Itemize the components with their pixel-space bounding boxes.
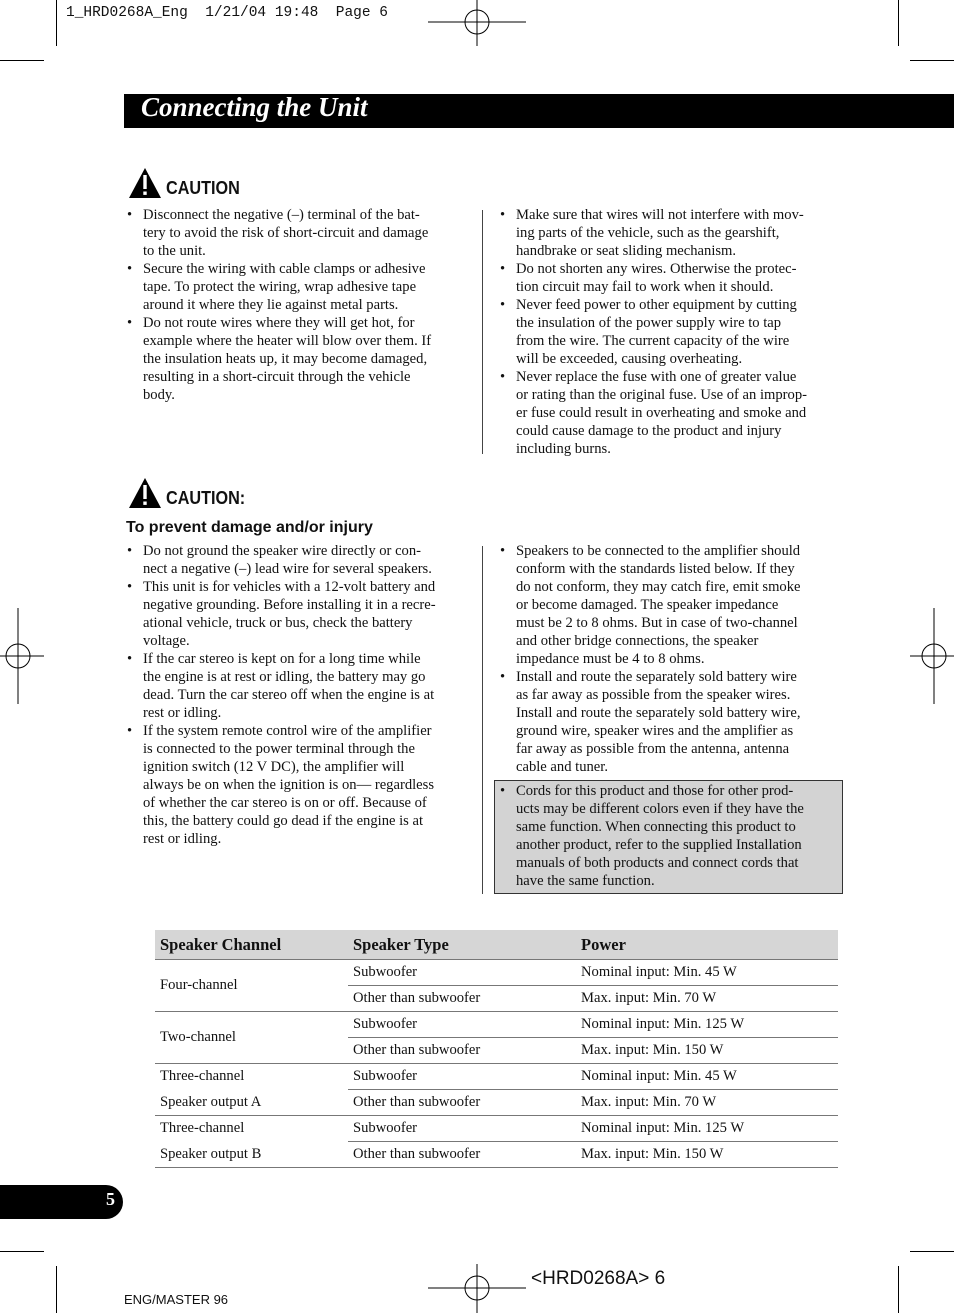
- caution-subheading: To prevent damage and/or injury: [126, 519, 373, 536]
- column-header: Speaker Type: [348, 930, 576, 960]
- crosshair-registration-icon: [0, 608, 46, 704]
- warning-triangle-icon: [128, 477, 162, 509]
- note-text: Cords for this product and those for other prod- ucts may be different colors even if they have the same function. When connecting this product to another product, refer to the supplied Installation manuals of both products and connect cords that have the same function.: [516, 783, 804, 889]
- crosshair-registration-icon: [428, 0, 528, 48]
- channel-cell: Speaker output B: [155, 1142, 348, 1168]
- list-item: [125, 722, 470, 848]
- list-item: [498, 296, 843, 368]
- caution2-right-list: [498, 542, 843, 776]
- list-item-text: If the system remote control wire of the amplifier is connected to the power terminal through the ignition switch (12 V DC), the amplifier will always be on when the ignition is on— regardless of whether the car stereo is on or off. Because of this, the battery could go dead if the engine is at rest or idling.: [143, 723, 435, 847]
- type-cell: Subwoofer: [348, 960, 576, 986]
- type-cell: Other than subwoofer: [348, 1038, 576, 1064]
- crop-mark: [898, 1266, 899, 1313]
- list-item: [498, 368, 843, 458]
- type-cell: Other than subwoofer: [348, 1142, 576, 1168]
- caution1-right-list: [498, 206, 843, 458]
- list-item: [125, 260, 470, 314]
- type-cell: Other than subwoofer: [348, 1090, 576, 1116]
- crosshair-registration-icon: [908, 608, 954, 704]
- channel-cell: Three-channel: [160, 1068, 245, 1085]
- crop-mark: [910, 1251, 954, 1252]
- list-item-text: Make sure that wires will not interfere with mov- ing parts of the vehicle, such as the gearshift, handbrake or seat sliding mechanism.: [516, 207, 804, 259]
- type-cell: Subwoofer: [348, 1116, 576, 1142]
- list-item-text: Do not ground the speaker wire directly or con- nect a negative (–) lead wire for several speakers.: [143, 543, 432, 577]
- power-cell: Max. input: Min. 150 W: [576, 1142, 838, 1168]
- section-title: Connecting the Unit: [141, 92, 368, 122]
- list-item-text: If the car stereo is kept on for a long time while the engine is at rest or idling, the battery may go dead. Turn the car stereo off when the engine is at rest or idling.: [143, 651, 435, 721]
- caution-label: CAUTION:: [166, 488, 246, 508]
- caution-heading: [128, 167, 248, 199]
- list-item: [498, 542, 843, 668]
- type-cell: Subwoofer: [348, 1012, 576, 1038]
- caution1-left-list: [125, 206, 470, 404]
- type-cell: Other than subwoofer: [348, 986, 576, 1012]
- channel-cell: Three-channel: [160, 1120, 245, 1137]
- power-cell: Max. input: Min. 70 W: [576, 986, 838, 1012]
- power-cell: Nominal input: Min. 45 W: [576, 1064, 838, 1090]
- list-item-text: Speakers to be connected to the amplifier should conform with the standards listed below. If they do not conform, they may catch fire, emit smoke or become damaged. The speaker impedance must be 2 to 8 ohms. But in case of two-channel and other bridge connections, the speaker impedance must be 4 to 8 ohms.: [516, 543, 801, 667]
- print-slug: 1_HRD0268A_Eng 1/21/04 19:48 Page 6: [66, 5, 388, 21]
- crosshair-registration-icon: [428, 1264, 528, 1313]
- type-cell: Subwoofer: [348, 1064, 576, 1090]
- list-item: [125, 542, 470, 578]
- note-list: [498, 782, 843, 890]
- crop-mark: [56, 0, 57, 46]
- list-item: [498, 668, 843, 776]
- list-item-text: Do not shorten any wires. Otherwise the protec- tion circuit may fail to work when it should.: [516, 261, 797, 295]
- list-item-text: Install and route the separately sold battery wire as far away as possible from the speaker wires. Install and route the separately sold battery wire, ground wire, speaker wires and the amplifier as far away as possible from the antenna, antenna cable and tuner.: [516, 669, 801, 775]
- crop-mark: [56, 1266, 57, 1313]
- caution-label: CAUTION: [166, 178, 240, 198]
- table-row: [155, 1142, 838, 1168]
- list-item: [125, 206, 470, 260]
- list-item-text: Never replace the fuse with one of greater value or rating than the original fuse. Use of an improp- er fuse could result in overheating and smoke and could cause damage to the product and injury including burns.: [516, 369, 807, 457]
- table-row: [155, 1064, 838, 1090]
- table-row: [155, 960, 838, 986]
- channel-cell: Four-channel: [155, 960, 348, 1012]
- list-item: [498, 206, 843, 260]
- caution-heading: [128, 477, 254, 509]
- caution2-left-list: [125, 542, 470, 848]
- column-header: Power: [576, 930, 838, 960]
- crop-mark: [0, 1251, 44, 1252]
- crop-mark: [0, 60, 44, 61]
- table-row: [155, 1012, 838, 1038]
- list-item: [125, 578, 470, 650]
- list-item-text: This unit is for vehicles with a 12-volt battery and negative grounding. Before installing it in a recre- ational vehicle, truck or bus, check the battery voltage.: [143, 579, 436, 649]
- table-row: [155, 1090, 838, 1116]
- list-item-text: Never feed power to other equipment by cutting the insulation of the power supply wire to tap from the wire. The current capacity of the wire will be exceeded, causing overheating.: [516, 297, 797, 367]
- channel-cell: Speaker output A: [155, 1090, 348, 1116]
- power-cell: Nominal input: Min. 125 W: [576, 1012, 838, 1038]
- table-header-row: [155, 930, 838, 960]
- column-header: Speaker Channel: [155, 930, 348, 960]
- list-item-text: Secure the wiring with cable clamps or adhesive tape. To protect the wiring, wrap adhesive tape around it where they lie against metal parts.: [143, 261, 426, 313]
- list-item: [125, 650, 470, 722]
- crop-mark: [910, 60, 954, 61]
- channel-cell: Two-channel: [155, 1012, 348, 1064]
- power-cell: Nominal input: Min. 45 W: [576, 960, 838, 986]
- list-item: [498, 782, 843, 890]
- column-divider: [482, 210, 483, 454]
- crop-mark: [898, 0, 899, 46]
- power-cell: Nominal input: Min. 125 W: [576, 1116, 838, 1142]
- list-item: [498, 260, 843, 296]
- master-label: ENG/MASTER 96: [124, 1292, 229, 1307]
- power-cell: Max. input: Min. 150 W: [576, 1038, 838, 1064]
- power-cell: Max. input: Min. 70 W: [576, 1090, 838, 1116]
- list-item: [125, 314, 470, 404]
- table-row: [155, 1116, 838, 1142]
- column-divider: [482, 546, 483, 894]
- speaker-spec-table: [155, 930, 838, 1168]
- document-code: <HRD0268A> 6: [531, 1268, 666, 1289]
- list-item-text: Do not route wires where they will get hot, for example where the heater will blow over them. If the insulation heats up, it may become damaged, resulting in a short-circuit through the vehicle body.: [143, 315, 432, 403]
- page-number: 5: [106, 1189, 115, 1209]
- list-item-text: Disconnect the negative (–) terminal of the bat- tery to avoid the risk of short-circuit and damage to the unit.: [143, 207, 429, 259]
- page-number-tab: [0, 1185, 123, 1219]
- warning-triangle-icon: [128, 167, 162, 199]
